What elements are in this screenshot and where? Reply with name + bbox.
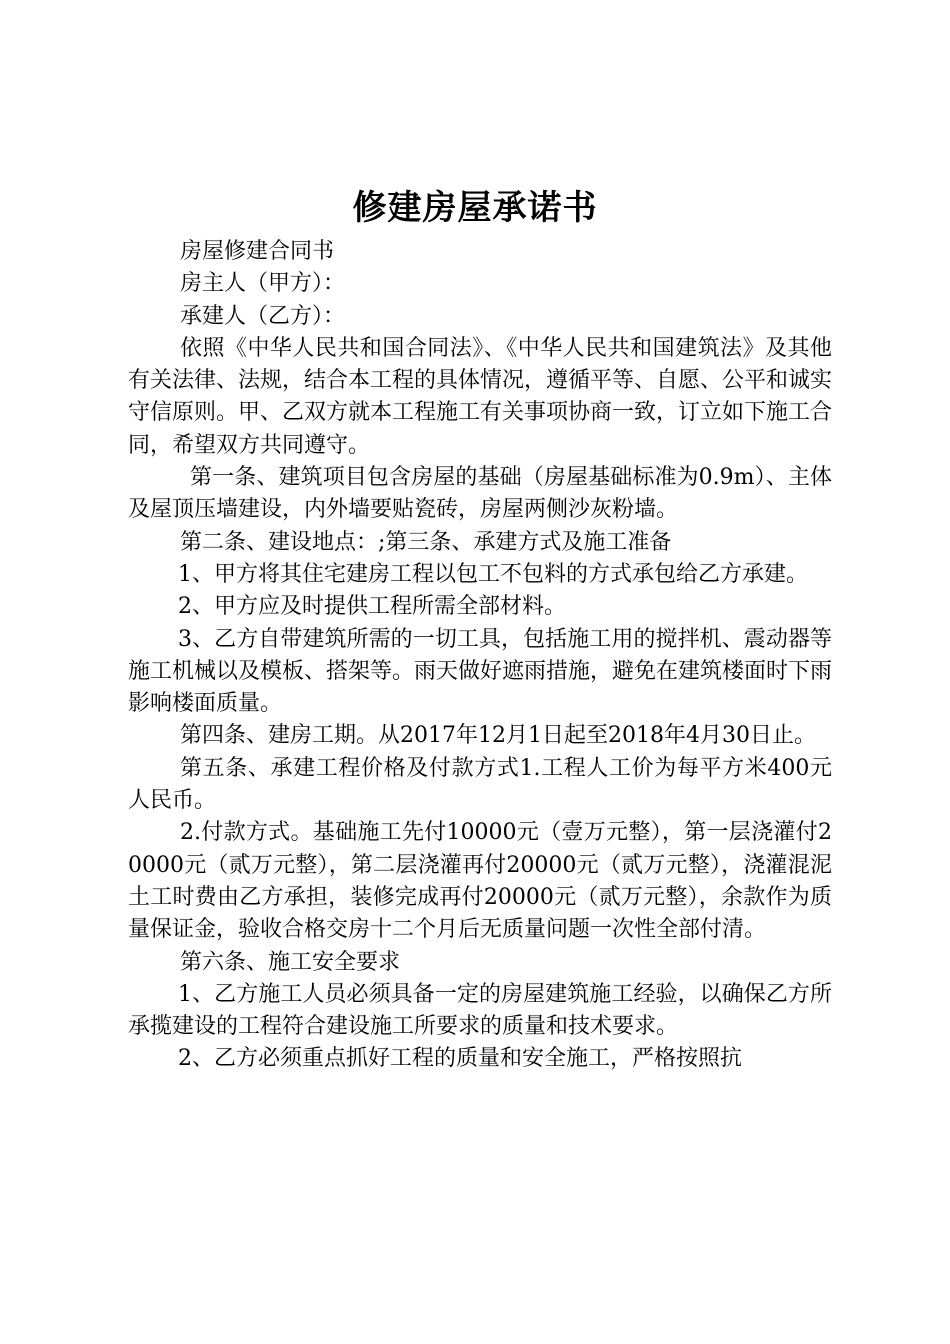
- paragraph-article-5: 第五条、承建工程价格及付款方式1.工程人工价为每平方米400元人民币。: [128, 755, 832, 814]
- document-title: 修建房屋承诺书: [352, 188, 598, 228]
- paragraph-payment-terms: 2.付款方式。基础施工先付10000元（壹万元整），第一层浇灌付20000元（贰万元整），第二层浇灌再付20000元（贰万元整），浇灌混泥土工时费由乙方承担，装修完成再付20000元（贰万元整），余款作为质量保证金，验收合格交房十二个月后无质量问题一次性全部付清。: [128, 820, 832, 943]
- paragraph-contract-heading: 房屋修建合同书: [180, 239, 335, 264]
- paragraph-clause-6-2: 2、乙方必须重点抓好工程的质量和安全施工，严格按照抗: [178, 1046, 742, 1072]
- paragraph-party-b: 承建人（乙方）：: [180, 303, 346, 329]
- paragraph-clause-3-2: 2、甲方应及时提供工程所需全部材料。: [178, 594, 566, 620]
- paragraph-article-6: 第六条、施工安全要求: [180, 949, 401, 975]
- paragraph-party-a: 房主人（甲方）：: [180, 271, 346, 297]
- paragraph-clause-3-1: 1、甲方将其住宅建房工程以包工不包料的方式承包给乙方承建。: [178, 561, 808, 587]
- paragraph-article-4: 第四条、建房工期。从2017年12月1日起至2018年4月30日止。: [180, 723, 816, 749]
- paragraph-clause-6-1: 1、乙方施工人员必须具备一定的房屋建筑施工经验，以确保乙方所承揽建设的工程符合建设施工所要求的质量和技术要求。: [128, 981, 832, 1040]
- document-body: [128, 236, 832, 1076]
- paragraph-preamble: 依照《中华人民共和国合同法》、《中华人民共和国建筑法》及其他有关法律、法规，结合本工程的具体情况，遵循平等、自愿、公平和诚实守信原则。甲、乙双方就本工程施工有关事项协商一致，订立如下施工合同，希望双方共同遵守。: [128, 335, 833, 458]
- paragraph-clause-3-3: 3、乙方自带建筑所需的一切工具，包括施工用的搅拌机、震动器等施工机械以及模板、搭架等。雨天做好遮雨措施，避免在建筑楼面时下雨影响楼面质量。: [128, 626, 833, 717]
- paragraph-article-2-3: 第二条、建设地点：;第三条、承建方式及施工准备: [180, 529, 672, 555]
- paragraph-article-1: 第一条、建筑项目包含房屋的基础（房屋基础标准为0.9m）、主体及屋顶压墙建设，内外墙要贴瓷砖，房屋两侧沙灰粉墙。: [128, 465, 832, 523]
